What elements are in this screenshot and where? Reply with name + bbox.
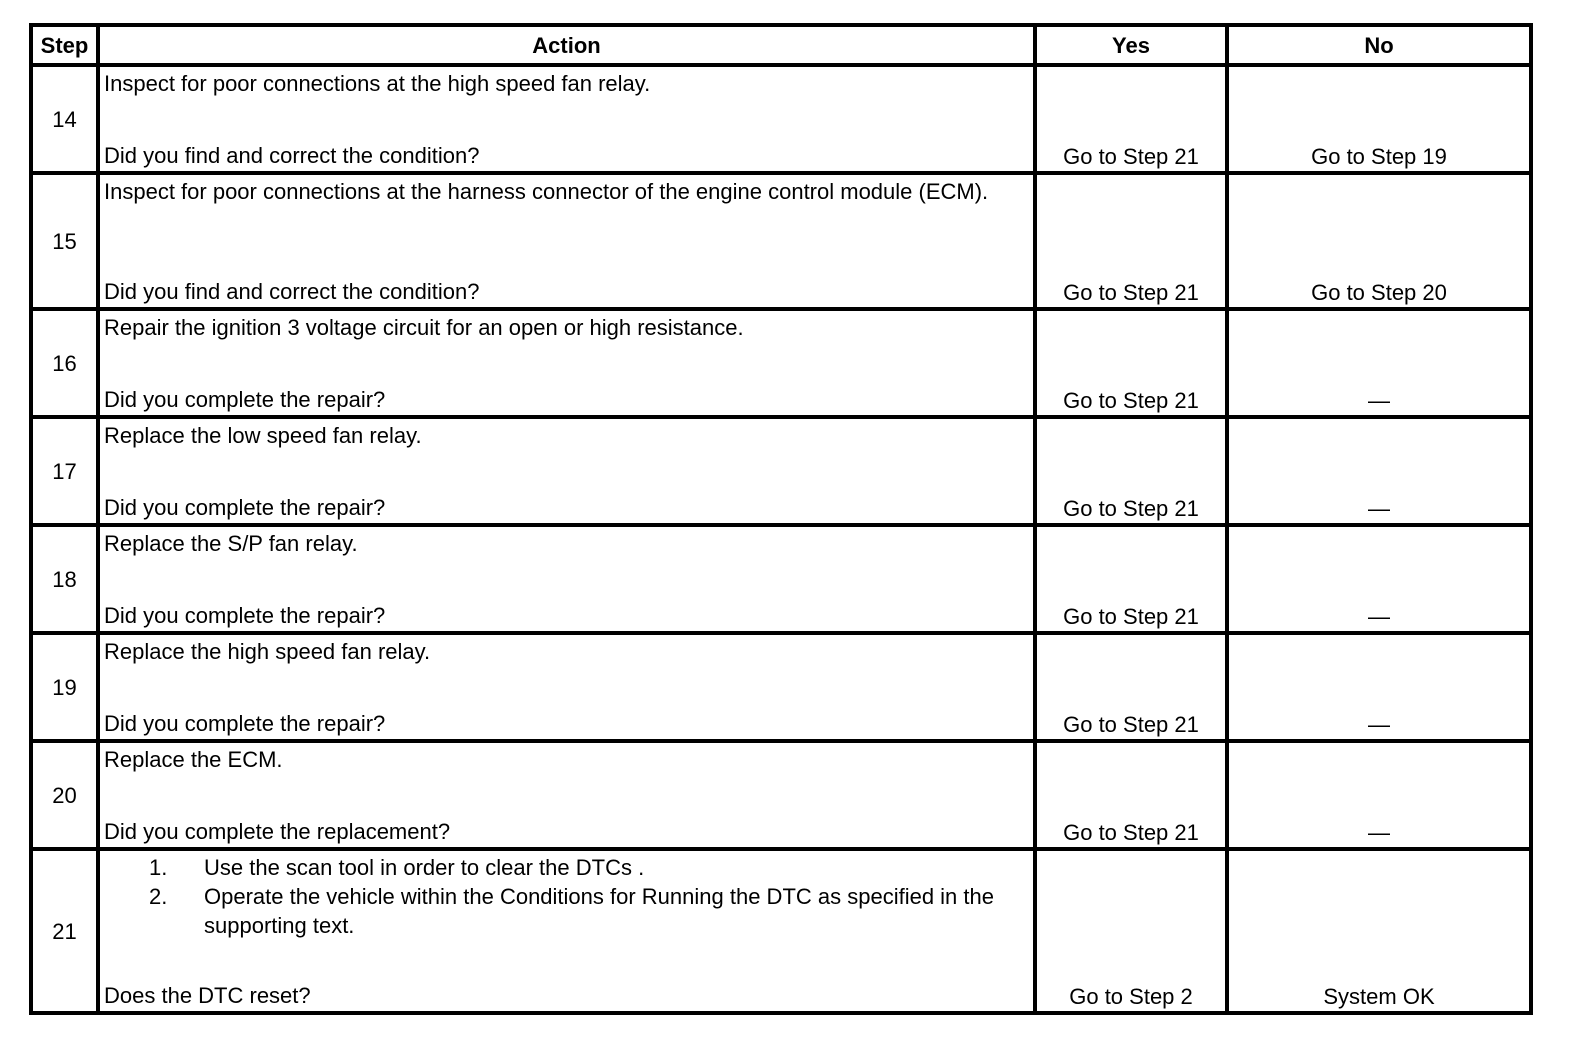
diagnostic-table bbox=[29, 23, 1533, 1015]
sub-step-text: Use the scan tool in order to clear the DTCs . bbox=[204, 855, 645, 880]
instruction-text: Replace the ECM. bbox=[104, 747, 283, 772]
table-row bbox=[31, 309, 1531, 417]
no-result: Go to Step 19 bbox=[1227, 65, 1531, 173]
step-number: 15 bbox=[31, 173, 98, 309]
yes-result: Go to Step 21 bbox=[1035, 309, 1227, 417]
instruction-text: Replace the low speed fan relay. bbox=[104, 423, 422, 448]
no-result: — bbox=[1227, 741, 1531, 849]
question-text: Does the DTC reset? bbox=[104, 983, 311, 1008]
table-row bbox=[31, 525, 1531, 633]
no-result: — bbox=[1227, 417, 1531, 525]
question-text: Did you complete the repair? bbox=[104, 603, 386, 628]
action-cell bbox=[98, 65, 1035, 173]
yes-result: Go to Step 21 bbox=[1035, 65, 1227, 173]
no-result: — bbox=[1227, 525, 1531, 633]
yes-result: Go to Step 21 bbox=[1035, 173, 1227, 309]
yes-result: Go to Step 21 bbox=[1035, 417, 1227, 525]
instruction-text: Repair the ignition 3 voltage circuit for an open or high resistance. bbox=[104, 315, 744, 340]
table-row bbox=[31, 633, 1531, 741]
header-step: Step bbox=[31, 25, 98, 65]
sub-step-text: Operate the vehicle within the Conditions for Running the DTC as specified in the supporting text. bbox=[204, 884, 994, 938]
sub-step-list bbox=[104, 853, 1029, 940]
step-number: 16 bbox=[31, 309, 98, 417]
table-row bbox=[31, 741, 1531, 849]
yes-result: Go to Step 21 bbox=[1035, 633, 1227, 741]
table-row bbox=[31, 173, 1531, 309]
table-row bbox=[31, 849, 1531, 1013]
step-number: 19 bbox=[31, 633, 98, 741]
question-text: Did you find and correct the condition? bbox=[104, 279, 480, 304]
step-number: 21 bbox=[31, 849, 98, 1013]
header-yes: Yes bbox=[1035, 25, 1227, 65]
header-action: Action bbox=[98, 25, 1035, 65]
instruction-text: Inspect for poor connections at the harness connector of the engine control module (ECM). bbox=[104, 179, 989, 204]
question-text: Did you find and correct the condition? bbox=[104, 143, 480, 168]
step-number: 20 bbox=[31, 741, 98, 849]
action-cell bbox=[98, 173, 1035, 309]
action-cell bbox=[98, 525, 1035, 633]
header-no: No bbox=[1227, 25, 1531, 65]
sub-step-item bbox=[104, 882, 1029, 940]
question-text: Did you complete the replacement? bbox=[104, 819, 451, 844]
action-cell bbox=[98, 741, 1035, 849]
diagnostic-page bbox=[29, 23, 1529, 1015]
no-result: Go to Step 20 bbox=[1227, 173, 1531, 309]
instruction-text: Inspect for poor connections at the high speed fan relay. bbox=[104, 71, 651, 96]
no-result: System OK bbox=[1227, 849, 1531, 1013]
action-cell bbox=[98, 309, 1035, 417]
table-row bbox=[31, 417, 1531, 525]
question-text: Did you complete the repair? bbox=[104, 387, 386, 412]
step-number: 17 bbox=[31, 417, 98, 525]
yes-result: Go to Step 2 bbox=[1035, 849, 1227, 1013]
yes-result: Go to Step 21 bbox=[1035, 525, 1227, 633]
sub-step-item bbox=[104, 853, 1029, 882]
no-result: — bbox=[1227, 633, 1531, 741]
no-result: — bbox=[1227, 309, 1531, 417]
header-row bbox=[31, 25, 1531, 65]
action-cell bbox=[98, 849, 1035, 1013]
step-number: 14 bbox=[31, 65, 98, 173]
instruction-text: Replace the high speed fan relay. bbox=[104, 639, 431, 664]
question-text: Did you complete the repair? bbox=[104, 495, 386, 520]
sub-step-number: 1. bbox=[149, 855, 168, 880]
action-cell bbox=[98, 417, 1035, 525]
table-row bbox=[31, 65, 1531, 173]
question-text: Did you complete the repair? bbox=[104, 711, 386, 736]
sub-step-number: 2. bbox=[149, 884, 168, 909]
action-cell bbox=[98, 633, 1035, 741]
instruction-text: Replace the S/P fan relay. bbox=[104, 531, 358, 556]
step-number: 18 bbox=[31, 525, 98, 633]
yes-result: Go to Step 21 bbox=[1035, 741, 1227, 849]
